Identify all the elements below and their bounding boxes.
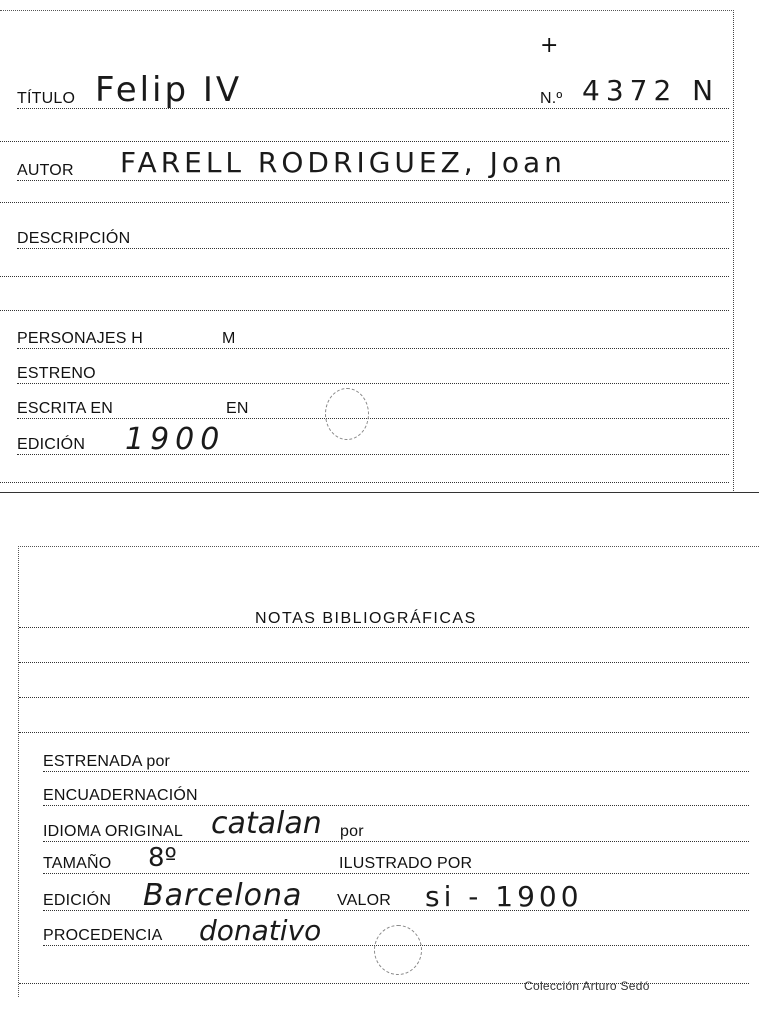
escrita-label: ESCRITA EN	[17, 400, 113, 417]
idioma-rule	[43, 841, 749, 842]
estrenada-rule	[43, 771, 749, 772]
idioma-por-label: por	[340, 823, 364, 840]
escrita-rule	[17, 418, 729, 419]
edicion-label: EDICIÓN	[17, 436, 86, 453]
estrenada-label: ESTRENADA por	[43, 753, 171, 770]
back-edicion-rule	[43, 910, 749, 911]
notas-rule	[19, 627, 749, 628]
personajes-m-label: M	[222, 330, 236, 347]
edicion-rule	[17, 454, 729, 455]
titulo-rule	[17, 108, 729, 109]
rule-back-blank-3	[19, 732, 749, 733]
autor-rule	[17, 180, 729, 181]
catalog-card-front	[0, 10, 734, 493]
tamano-rule	[43, 873, 749, 874]
idioma-value: catalan	[211, 806, 322, 841]
card-separator	[0, 492, 759, 493]
catalog-card-back	[18, 546, 759, 997]
escrita-en-label: EN	[226, 400, 249, 417]
rule-blank-1	[0, 141, 729, 142]
titulo-label: TÍTULO	[17, 90, 76, 107]
rule-back-blank-2	[19, 697, 749, 698]
back-edicion-value: Barcelona	[143, 878, 303, 913]
collection-footer: Colección Arturo Sedó	[524, 979, 650, 993]
ilustrado-label: ILUSTRADO POR	[339, 855, 473, 872]
titulo-value: Felip IV	[95, 70, 243, 110]
back-stamp-mark	[374, 925, 422, 975]
cross-mark: +	[540, 33, 559, 58]
numero-label: N.º	[540, 90, 563, 107]
rule-blank-2	[0, 202, 729, 203]
descripcion-label: DESCRIPCIÓN	[17, 230, 131, 247]
valor-value: si - 1900	[425, 880, 583, 913]
encuadernacion-rule	[43, 805, 749, 806]
estreno-rule	[17, 383, 729, 384]
stamp-mark	[325, 388, 369, 440]
rule-blank-4	[0, 310, 729, 311]
rule-blank-5	[0, 482, 729, 483]
numero-value: 4372 N	[582, 74, 720, 107]
back-edicion-label: EDICIÓN	[43, 892, 112, 909]
personajes-label: PERSONAJES H	[17, 330, 143, 347]
rule-blank-3	[0, 276, 729, 277]
autor-value: FARELL RODRIGUEZ, Joan	[120, 146, 566, 179]
personajes-rule	[17, 348, 729, 349]
encuadernacion-label: ENCUADERNACIÓN	[43, 787, 198, 804]
descripcion-rule	[17, 248, 729, 249]
tamano-value: 8º	[148, 843, 177, 873]
procedencia-label: PROCEDENCIA	[43, 927, 163, 944]
idioma-label: IDIOMA ORIGINAL	[43, 823, 183, 840]
edicion-value: 1900	[125, 422, 226, 457]
tamano-label: TAMAÑO	[43, 855, 112, 872]
valor-label: VALOR	[337, 892, 392, 909]
procedencia-value: donativo	[199, 914, 322, 947]
rule-back-blank-1	[19, 662, 749, 663]
estreno-label: ESTRENO	[17, 365, 96, 382]
autor-label: AUTOR	[17, 162, 74, 179]
notas-heading: NOTAS BIBLIOGRÁFICAS	[255, 610, 477, 627]
